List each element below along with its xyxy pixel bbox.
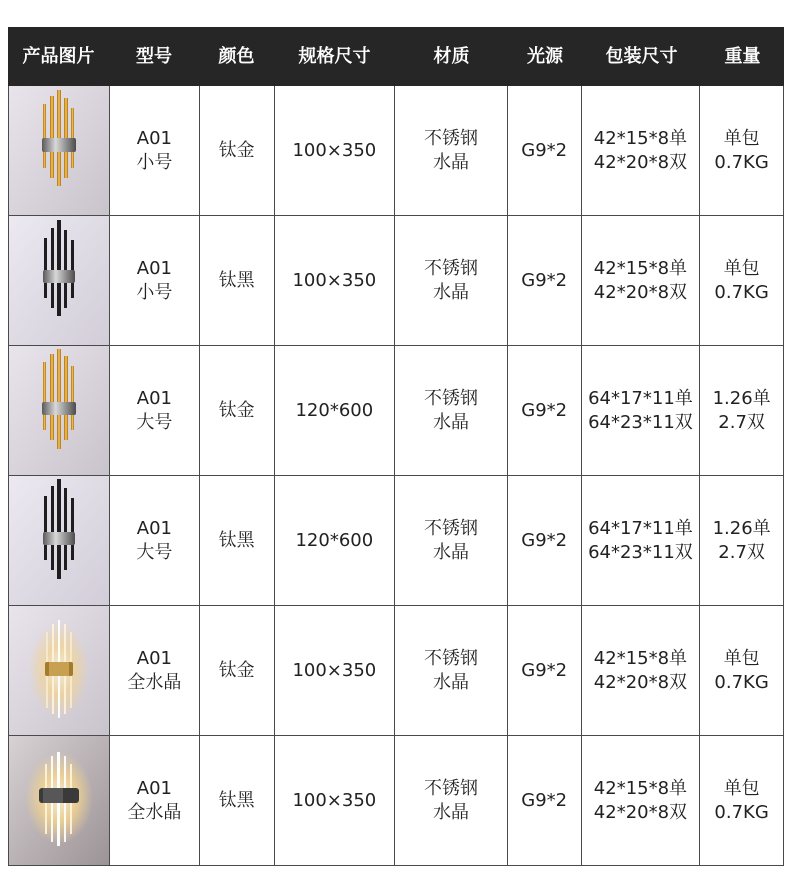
weight-cell: 单包 0.7KG (714, 777, 769, 823)
header-material: 材质 (433, 45, 470, 67)
black-crystal-wall-lamp-icon (9, 216, 109, 345)
table-row (9, 86, 783, 216)
light-cell: G9*2 (508, 476, 582, 605)
color-cell: 钛金 (200, 86, 275, 215)
package-cell: 42*15*8单 42*20*8双 (582, 216, 701, 345)
table-row (9, 606, 783, 736)
package-cell: 64*17*11单 64*23*11双 (582, 346, 701, 475)
product-image (9, 346, 110, 475)
material-cell: 不锈钢 水晶 (395, 346, 508, 475)
material-cell: 不锈钢 水晶 (395, 216, 508, 345)
header-package: 包装尺寸 (605, 45, 678, 67)
product-image (9, 476, 110, 605)
package-cell: 42*15*8单 42*20*8双 (582, 86, 701, 215)
table-header (8, 27, 784, 86)
table-row (9, 476, 783, 606)
spec-table (8, 27, 784, 866)
spec-cell: 120*600 (275, 346, 396, 475)
model-cell: A01 小号 (110, 86, 200, 215)
light-cell: G9*2 (508, 216, 582, 345)
product-image (9, 216, 110, 345)
header-model: 型号 (136, 45, 172, 67)
table-row (9, 216, 783, 346)
table-body (8, 86, 784, 866)
black-clear-crystal-wall-lamp-icon (9, 736, 109, 865)
spec-cell: 100×350 (275, 86, 396, 215)
model-cell: A01 大号 (110, 346, 200, 475)
material-cell: 不锈钢 水晶 (395, 476, 508, 605)
product-image (9, 606, 110, 735)
color-cell: 钛金 (200, 346, 275, 475)
header-color: 颜色 (218, 45, 255, 67)
weight-cell: 1.26单 2.7双 (712, 387, 771, 433)
header-image: 产品图片 (22, 45, 95, 67)
package-cell: 64*17*11单 64*23*11双 (582, 476, 701, 605)
gold-crystal-wall-lamp-icon (9, 86, 109, 215)
model-cell: A01 小号 (110, 216, 200, 345)
spec-cell: 100×350 (275, 736, 396, 865)
light-cell: G9*2 (508, 346, 582, 475)
model-cell: A01 全水晶 (110, 606, 200, 735)
product-image (9, 86, 110, 215)
light-cell: G9*2 (508, 86, 582, 215)
product-image (9, 736, 110, 865)
color-cell: 钛金 (200, 606, 275, 735)
header-spec: 规格尺寸 (298, 45, 371, 67)
weight-cell: 单包 0.7KG (714, 647, 769, 693)
light-cell: G9*2 (508, 606, 582, 735)
color-cell: 钛黑 (200, 736, 275, 865)
table-row (9, 346, 783, 476)
color-cell: 钛黑 (200, 476, 275, 605)
weight-cell: 单包 0.7KG (714, 127, 769, 173)
model-cell: A01 全水晶 (110, 736, 200, 865)
header-weight: 重量 (724, 45, 761, 67)
header-light: 光源 (527, 45, 563, 67)
material-cell: 不锈钢 水晶 (395, 736, 508, 865)
spec-cell: 100×350 (275, 606, 396, 735)
table-row (9, 736, 783, 866)
package-cell: 42*15*8单 42*20*8双 (582, 736, 701, 865)
weight-cell: 1.26单 2.7双 (712, 517, 771, 563)
spec-cell: 120*600 (275, 476, 396, 605)
model-cell: A01 大号 (110, 476, 200, 605)
spec-cell: 100×350 (275, 216, 396, 345)
gold-crystal-wall-lamp-icon (9, 346, 109, 475)
gold-clear-crystal-wall-lamp-icon (9, 606, 109, 735)
weight-cell: 单包 0.7KG (714, 257, 769, 303)
material-cell: 不锈钢 水晶 (395, 86, 508, 215)
package-cell: 42*15*8单 42*20*8双 (582, 606, 701, 735)
light-cell: G9*2 (508, 736, 582, 865)
material-cell: 不锈钢 水晶 (395, 606, 508, 735)
black-crystal-wall-lamp-icon (9, 476, 109, 605)
color-cell: 钛黑 (200, 216, 275, 345)
